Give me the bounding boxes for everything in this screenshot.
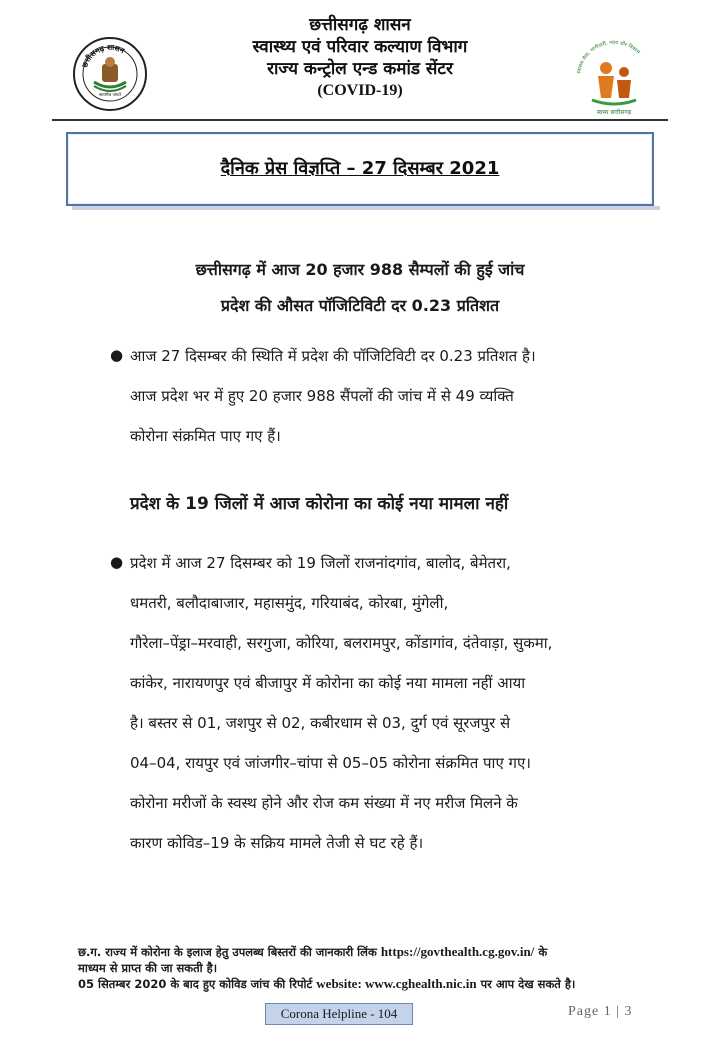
swasth-chhattisgarh-logo-icon bbox=[572, 34, 656, 122]
para2-line: कोरोना मरीजों के स्वस्थ होने और रोज कम संख्या में नए मरीज मिलने के bbox=[130, 794, 518, 812]
para1-line: आज 27 दिसम्बर की स्थिति में प्रदेश की पॉजिटिविटी दर 0.23 प्रतिशत है। bbox=[130, 347, 536, 365]
page-number: Page 1 | 3 bbox=[568, 1004, 633, 1019]
press-release-banner bbox=[66, 132, 654, 206]
bullet-icon: ● bbox=[110, 346, 124, 364]
svg-text:सत्यमेव जयते: सत्यमेव जयते bbox=[98, 93, 122, 98]
bullet-icon: ● bbox=[110, 553, 124, 571]
department-header bbox=[170, 14, 550, 102]
header-divider bbox=[52, 119, 668, 121]
control-center-name: राज्य कन्ट्रोल एन्ड कमांड सेंटर bbox=[267, 59, 453, 79]
section-heading: प्रदेश के 19 जिलों में आज कोरोना का कोई नया मामला नहीं bbox=[130, 494, 509, 514]
para2-line: कांकेर, नारायणपुर एवं बीजापुर में कोरोना का कोई नया मामला नहीं आया bbox=[130, 674, 526, 692]
covid-label: (COVID-19) bbox=[317, 82, 403, 99]
para1-line: कोरोना संक्रमित पाए गए हैं। bbox=[130, 427, 281, 445]
svg-text:स्वास्थ्य सेवा, भागीदारी, न्या: स्वास्थ्य सेवा, भागीदारी, न्याय और विकास bbox=[576, 39, 641, 75]
footer-line-3: 05 सितम्बर 2020 के बाद हुए कोविड जांच की रिपोर्ट website: www.cghealth.nic.in पर आप देख सकते है। bbox=[78, 976, 576, 991]
state-government: छत्तीसगढ़ शासन bbox=[309, 15, 411, 35]
para1-line: आज प्रदेश भर में हुए 20 हजार 988 सैंपलों की जांच में से 49 व्यक्ति bbox=[130, 387, 514, 405]
footer-notes bbox=[78, 944, 658, 992]
para2-line: प्रदेश में आज 27 दिसम्बर को 19 जिलों राजनांदगांव, बालोद, बेमेतरा, bbox=[130, 554, 511, 572]
beds-link[interactable]: https://govthealth.cg.gov.in/ bbox=[380, 944, 535, 959]
svg-text:स्वस्थ छत्तीसगढ़: स्वस्थ छत्तीसगढ़ bbox=[596, 109, 632, 116]
para2-line: है। बस्तर से 01, जशपुर से 02, कबीरधाम से 03, दुर्ग एवं सूरजपुर से bbox=[130, 714, 511, 732]
corona-helpline-box: Corona Helpline - 104 bbox=[265, 1003, 413, 1025]
para2-line: धमतरी, बलौदाबाजार, महासमुंद, गरियाबंद, कोरबा, मुंगेली, bbox=[130, 594, 449, 612]
para2-line: गौरेला–पेंड्रा–मरवाही, सरगुजा, कोरिया, बलरामपुर, कोंडागांव, दंतेवाड़ा, सुकमा, bbox=[130, 634, 553, 652]
para2-line: कारण कोविड–19 के सक्रिय मामले तेजी से घट रहे हैं। bbox=[130, 834, 424, 852]
headline-line-1: छत्तीसगढ़ में आज 20 हजार 988 सैम्पलों की हुई जांच bbox=[195, 260, 525, 279]
letterhead bbox=[0, 14, 720, 114]
para2-line: 04–04, रायपुर एवं जांजगीर–चांपा से 05–05 कोरोना संक्रमित पाए गए। bbox=[130, 754, 531, 772]
report-website-link[interactable]: website: www.cghealth.nic.in bbox=[316, 976, 477, 991]
positivity-paragraph bbox=[130, 336, 650, 456]
footer-line-2: माध्यम से प्राप्त की जा सकती है। bbox=[78, 961, 218, 975]
svg-text:छत्तीसगढ़ शासन: छत्तीसगढ़ शासन bbox=[80, 42, 126, 69]
district-paragraph bbox=[130, 543, 650, 863]
footer-line-1: छ.ग. राज्य में कोरोना के इलाज हेतु उपलब्ध बिस्तरों की जानकारी लिंक https://govthealth.cg.gov.in/ के bbox=[78, 944, 548, 959]
press-release-title: दैनिक प्रेस विज्ञप्ति – 27 दिसम्बर 2021 bbox=[220, 158, 500, 179]
headline-line-2: प्रदेश की औसत पॉजिटिविटी दर 0.23 प्रतिशत bbox=[220, 296, 500, 315]
chhattisgarh-emblem-icon bbox=[72, 36, 148, 112]
banner-shadow bbox=[72, 206, 660, 210]
department-name: स्वास्थ्य एवं परिवार कल्याण विभाग bbox=[252, 37, 468, 57]
